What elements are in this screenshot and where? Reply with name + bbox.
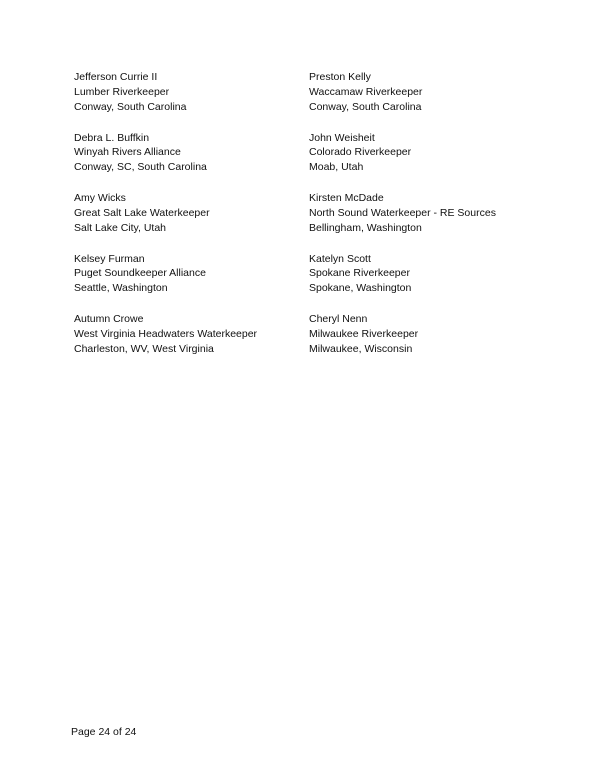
signatory-name: Amy Wicks (74, 192, 126, 204)
signatory-block (309, 70, 544, 131)
signatory-location: Bellingham, Washington (309, 221, 422, 234)
signatory-organization: Spokane Riverkeeper (309, 267, 410, 280)
signatory-block (74, 131, 309, 192)
signatory-location: Moab, Utah (309, 161, 364, 174)
signatory-name: Preston Kelly (309, 71, 371, 83)
signatory-location: Seattle, Washington (74, 282, 168, 295)
signatory-location: Salt Lake City, Utah (74, 221, 167, 234)
signatory-organization: Winyah Rivers Alliance (74, 146, 181, 159)
signatory-name: Cheryl Nenn (309, 313, 368, 325)
signatory-row (74, 131, 544, 192)
signatory-block (309, 312, 544, 373)
signatory-location: Milwaukee, Wisconsin (309, 342, 413, 355)
signatory-name: Kirsten McDade (309, 192, 384, 204)
signatory-organization: Colorado Riverkeeper (309, 146, 412, 159)
signatory-organization: Milwaukee Riverkeeper (309, 327, 419, 340)
signatory-location: Conway, South Carolina (309, 100, 422, 113)
signatory-organization: West Virginia Headwaters Waterkeeper (74, 327, 258, 340)
signatory-organization: Waccamaw Riverkeeper (309, 85, 423, 98)
signatory-organization: Great Salt Lake Waterkeeper (74, 206, 210, 219)
signatory-organization: North Sound Waterkeeper - RE Sources (309, 206, 496, 219)
page-number: Page 24 of 24 (71, 726, 137, 738)
signatory-row (74, 312, 544, 373)
signatory-block (309, 191, 544, 252)
signatory-name: Jefferson Currie II (74, 71, 158, 83)
signatory-block (309, 252, 544, 313)
signatory-location: Spokane, Washington (309, 282, 412, 295)
signatory-location: Conway, South Carolina (74, 100, 187, 113)
signatory-block (74, 191, 309, 252)
signatory-row (74, 191, 544, 252)
signatory-name: Katelyn Scott (309, 252, 371, 265)
signatory-list (74, 70, 544, 373)
signatory-name: John Weisheit (309, 131, 375, 144)
signatory-location: Conway, SC, South Carolina (74, 161, 207, 174)
signatory-row (74, 252, 544, 313)
signatory-organization: Lumber Riverkeeper (74, 85, 170, 98)
signatory-block (74, 70, 309, 131)
signatory-location: Charleston, WV, West Virginia (74, 342, 214, 355)
signatory-name: Autumn Crowe (74, 313, 144, 325)
signatory-block (74, 312, 309, 373)
signatory-name: Debra L. Buffkin (74, 131, 150, 144)
signatory-block (74, 252, 309, 313)
signatory-organization: Puget Soundkeeper Alliance (74, 267, 206, 280)
signatory-row (74, 70, 544, 131)
signatory-name: Kelsey Furman (74, 252, 145, 265)
signatory-block (309, 131, 544, 192)
